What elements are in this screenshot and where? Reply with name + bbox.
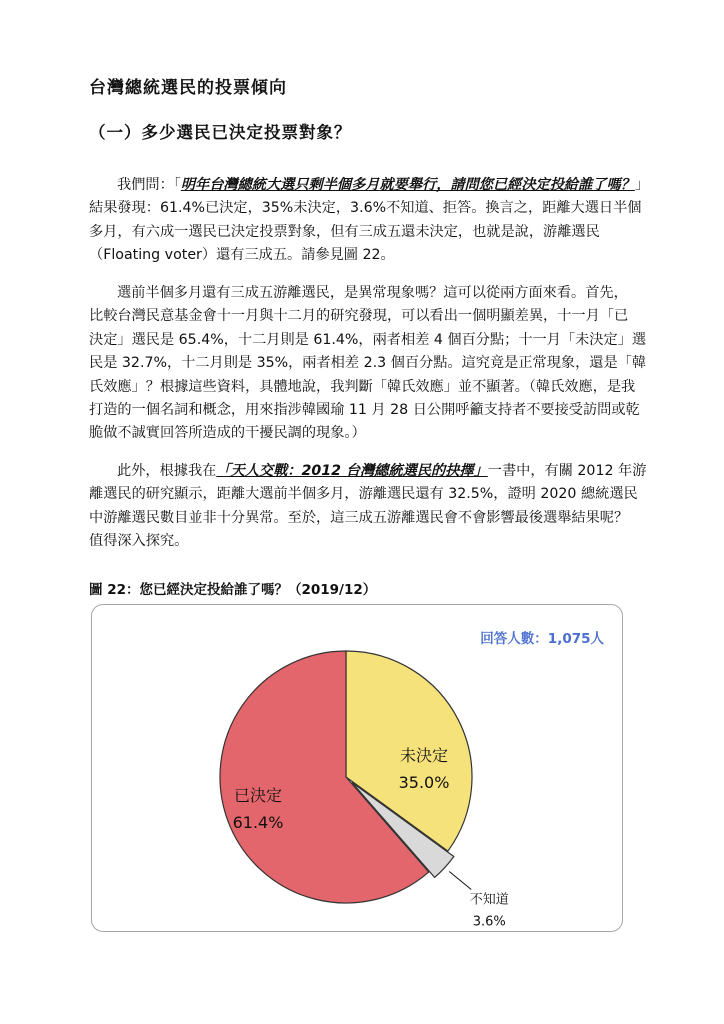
pie-slice-label-0: 未決定 <box>399 746 449 765</box>
paragraph-2-line-3: 決定」選民是 65.4%，十二月則是 61.4%，兩者相差 4 個百分點；十一月「未決定」選 <box>89 331 647 348</box>
pie-slice-value-1: 3.6% <box>472 914 506 930</box>
paragraph-1-line-2: 結果發現：61.4%已決定，35%未決定，3.6%不知道、拒答。換言之，距離大選日半個 <box>89 200 642 217</box>
paragraph-1-line-3: 多月，有六成一選民已決定投票對象，但有三成五還未決定，也就是說，游離選民 <box>89 223 600 240</box>
paragraph-2 <box>89 282 647 446</box>
paragraph-2-line-4: 民是 32.7%，十二月則是 35%，兩者相差 2.3 個百分點。這究竟是正常現象，還是「韓 <box>89 355 647 372</box>
pie-chart-frame <box>91 604 623 932</box>
pie-slice-value-0: 35.0% <box>398 773 450 792</box>
pie-slice-label-1: 不知道 <box>469 892 509 908</box>
paragraph-2-line-6: 打造的一個名詞和概念，用來指涉韓國瑜 11 月 28 日公開呼籲支持者不要接受訪問或乾 <box>89 402 640 419</box>
paragraph-1-line-1: 我們問：「明年台灣總統大選只剩半個多月就要舉行，請問您已經決定投給誰了嗎？」 <box>117 177 650 193</box>
subsection-title: （一）多少選民已決定投票對象？ <box>89 123 352 142</box>
book-title: 「天人交戰：2012 台灣總統選民的抉擇」 <box>216 463 488 479</box>
figure-caption: 圖 22：您已經決定投給誰了嗎？（2019/12） <box>89 582 377 598</box>
paragraph-3-line-1: 此外，根據我在「天人交戰：2012 台灣總統選民的抉擇」一書中，有關 2012 年游 <box>117 463 647 479</box>
paragraph-3-line-3: 中游離選民數目並非十分異常。至於，這三成五游離選民會不會影響最後選舉結果呢？ <box>89 509 629 526</box>
paragraph-3-line-4: 值得深入探究。 <box>89 533 189 550</box>
paragraph-2-line-5: 氏效應」？根據這些資料，具體地說，我判斷「韓氏效應」並不顯著。（韓氏效應，是我 <box>89 378 636 395</box>
section-title: 台灣總統選民的投票傾向 <box>89 78 287 98</box>
paragraph-3-line-2: 離選民的研究顯示，距離大選前半個多月，游離選民還有 32.5%，證明 2020 總統選民 <box>89 486 638 503</box>
paragraph-1-line-4: （Floating voter）還有三成五。請參見圖 22。 <box>89 247 395 264</box>
pie-chart <box>92 605 624 933</box>
paragraph-3 <box>89 460 647 554</box>
pie-slice-value-2: 61.4% <box>232 813 284 832</box>
paragraph-2-line-2: 比較台灣民意基金會十一月與十二月的研究發現，可以看出一個明顯差異，十一月「已 <box>89 308 629 325</box>
pie-leader-line <box>449 872 471 890</box>
respondent-count: 回答人數：1,075人 <box>480 631 604 647</box>
pie-slice-label-2: 已決定 <box>233 786 283 805</box>
paragraph-1 <box>89 174 650 268</box>
survey-question: 明年台灣總統大選只剩半個多月就要舉行，請問您已經決定投給誰了嗎？ <box>180 177 635 193</box>
paragraph-2-line-7: 脆做不誠實回答所造成的干擾民調的現象。） <box>89 425 366 442</box>
paragraph-2-line-1: 選前半個多月還有三成五游離選民，是異常現象嗎？這可以從兩方面來看。首先， <box>117 285 628 301</box>
